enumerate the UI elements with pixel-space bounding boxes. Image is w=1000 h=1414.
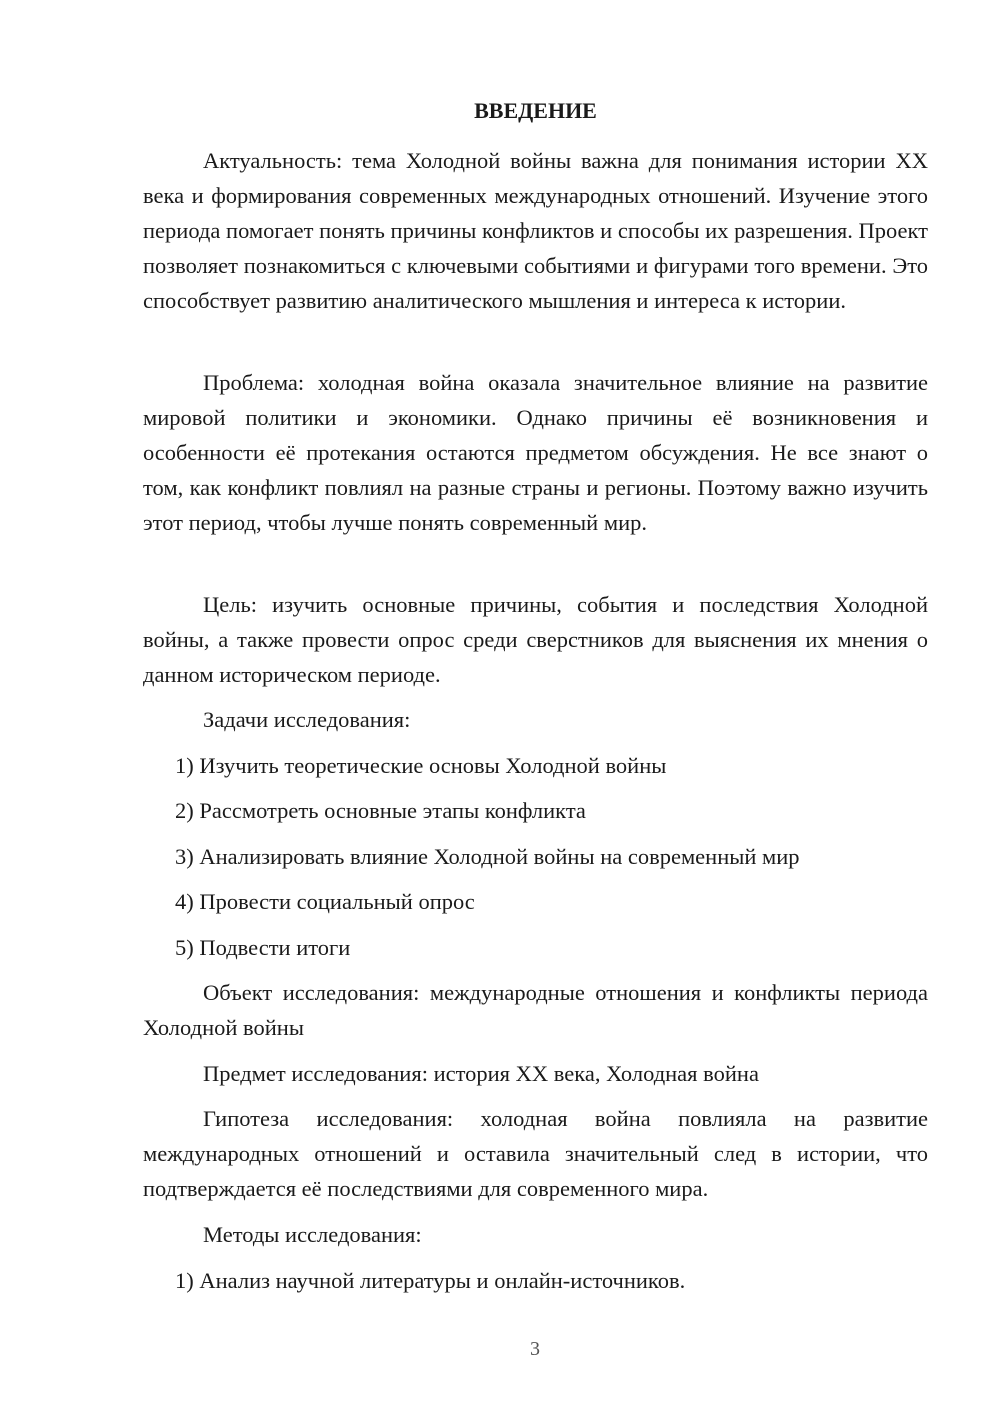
- paragraph-goal: Цель: изучить основные причины, события и последствия Холодной войны, а также провести опрос среди сверстников для выяснения их мнения о данном историческом периоде.: [143, 592, 928, 687]
- paragraph-object: Объект исследования: международные отношения и конфликты периода Холодной войны: [143, 980, 928, 1040]
- paragraph-hypothesis: Гипотеза исследования: холодная война повлияла на развитие международных отношений и оставила значительный след в истории, что подтверждается её последствиями для современного мира.: [143, 1106, 928, 1201]
- list-item: 4) Провести социальный опрос: [175, 889, 475, 914]
- page-number: 3: [530, 1338, 540, 1360]
- tasks-heading: Задачи исследования:: [203, 707, 411, 732]
- list-item: 3) Анализировать влияние Холодной войны на современный мир: [175, 844, 800, 869]
- page-title: ВВЕДЕНИЕ: [474, 98, 597, 123]
- paragraph-subject: Предмет исследования: история XX века, Холодная война: [203, 1061, 759, 1086]
- list-item: 1) Анализ научной литературы и онлайн-источников.: [175, 1268, 686, 1293]
- methods-heading: Методы исследования:: [203, 1222, 422, 1247]
- list-item: 1) Изучить теоретические основы Холодной войны: [175, 753, 667, 778]
- list-item: 5) Подвести итоги: [175, 935, 351, 960]
- paragraph-relevance: Актуальность: тема Холодной войны важна для понимания истории XX века и формирования современных международных отношений. Изучение этого периода помогает понять причины конфликтов и способы их разрешения. Проект позволяет познакомиться с ключевыми событиями и фигурами того времени. Это способствует развитию аналитического мышления и интереса к истории.: [143, 148, 928, 313]
- list-item: 2) Рассмотреть основные этапы конфликта: [175, 798, 586, 823]
- paragraph-problem: Проблема: холодная война оказала значительное влияние на развитие мировой политики и экономики. Однако причины её возникновения и особенности её протекания остаются предметом обсуждения. Не все знают о том, как конфликт повлиял на разные страны и регионы. Поэтому важно изучить этот период, чтобы лучше понять современный мир.: [143, 370, 928, 535]
